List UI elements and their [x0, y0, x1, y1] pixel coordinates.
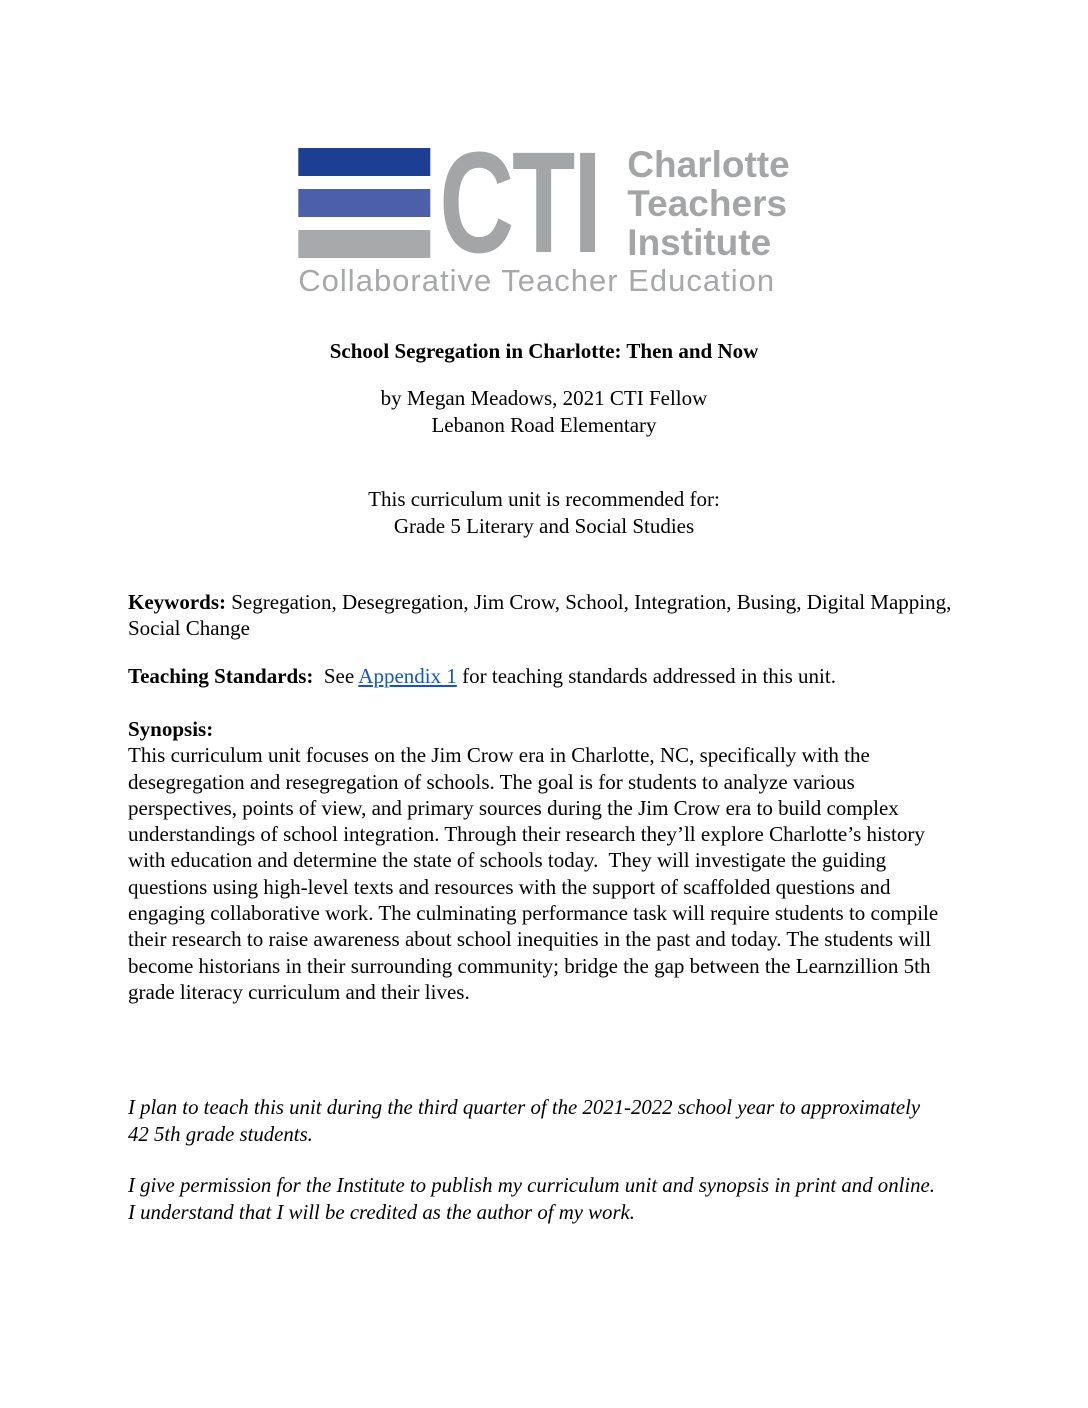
synopsis-text: This curriculum unit focuses on the Jim Crow era in Charlotte, NC, specifically with the desegregation and resegregation of schools. The goal is for students to analyze various perspectives, points of view, and primary sources during the Jim Crow era to build complex understandings of school integration. Through their research they’ll explore Charlotte’s history with education and determine the state of schools today. They will investigate the guiding questions using high-level texts and resources with the support of scaffolded questions and engaging collaborative work. The culminating performance task will require students to compile their research to raise awareness about school inequities in the past and today. The students will become historians in their surrounding community; bridge the gap between the Learnzillion 5th grade literacy curriculum and their lives. — [128, 743, 944, 1004]
org-name-line-teachers: Teachers — [627, 183, 788, 224]
logo-org-name — [627, 145, 789, 262]
keywords-text: Segregation, Desegregation, Jim Crow, School, Integration, Busing, Digital Mapping, Social Change — [128, 590, 957, 640]
permission-line-2: I understand that I will be credited as the author of my work. — [128, 1201, 635, 1224]
cti-acronym: CTI — [439, 122, 600, 283]
teaching-standards-post-link-text: for teaching standards addressed in this unit. — [456, 664, 836, 688]
byline-block — [0, 385, 1088, 439]
org-name-line-charlotte: Charlotte — [627, 144, 790, 185]
logo-tagline: Collaborative Teacher Education — [298, 263, 776, 298]
recommended-block — [0, 486, 1088, 540]
teaching-plan-line-1: I plan to teach this unit during the third quarter of the 2021-2022 school year to approximately — [128, 1096, 921, 1119]
document-title: School Segregation in Charlotte: Then and Now — [329, 339, 759, 363]
author-school: Lebanon Road Elementary — [431, 413, 657, 437]
logo-bars — [298, 148, 430, 258]
permission-note — [128, 1172, 1008, 1226]
teaching-standards-label: Teaching Standards: — [128, 664, 314, 688]
teaching-plan-note — [128, 1094, 1008, 1148]
logo-acronym-box — [439, 122, 617, 283]
permission-line-1: I give permission for the Institute to publish my curriculum unit and synopsis in print and online. — [128, 1174, 935, 1197]
appendix-1-link[interactable]: Appendix 1 — [358, 664, 457, 688]
org-name-line-institute: Institute — [627, 222, 772, 263]
recommended-intro: This curriculum unit is recommended for: — [368, 487, 720, 511]
synopsis-paragraph — [128, 716, 966, 1005]
cti-logo — [298, 122, 790, 299]
synopsis-label: Synopsis: — [128, 717, 214, 741]
logo-bar-blue — [298, 189, 430, 217]
keywords-label: Keywords: — [128, 590, 226, 614]
logo-bar-dark-blue — [298, 148, 430, 176]
logo-bar-gray — [298, 230, 430, 258]
teaching-standards-paragraph — [128, 663, 1028, 689]
author-byline: by Megan Meadows, 2021 CTI Fellow — [380, 386, 708, 410]
recommended-grade: Grade 5 Literary and Social Studies — [393, 514, 695, 538]
keywords-paragraph — [128, 589, 964, 641]
teaching-plan-line-2: 42 5th grade students. — [128, 1123, 313, 1146]
teaching-standards-pre-link-text: See — [313, 664, 359, 688]
